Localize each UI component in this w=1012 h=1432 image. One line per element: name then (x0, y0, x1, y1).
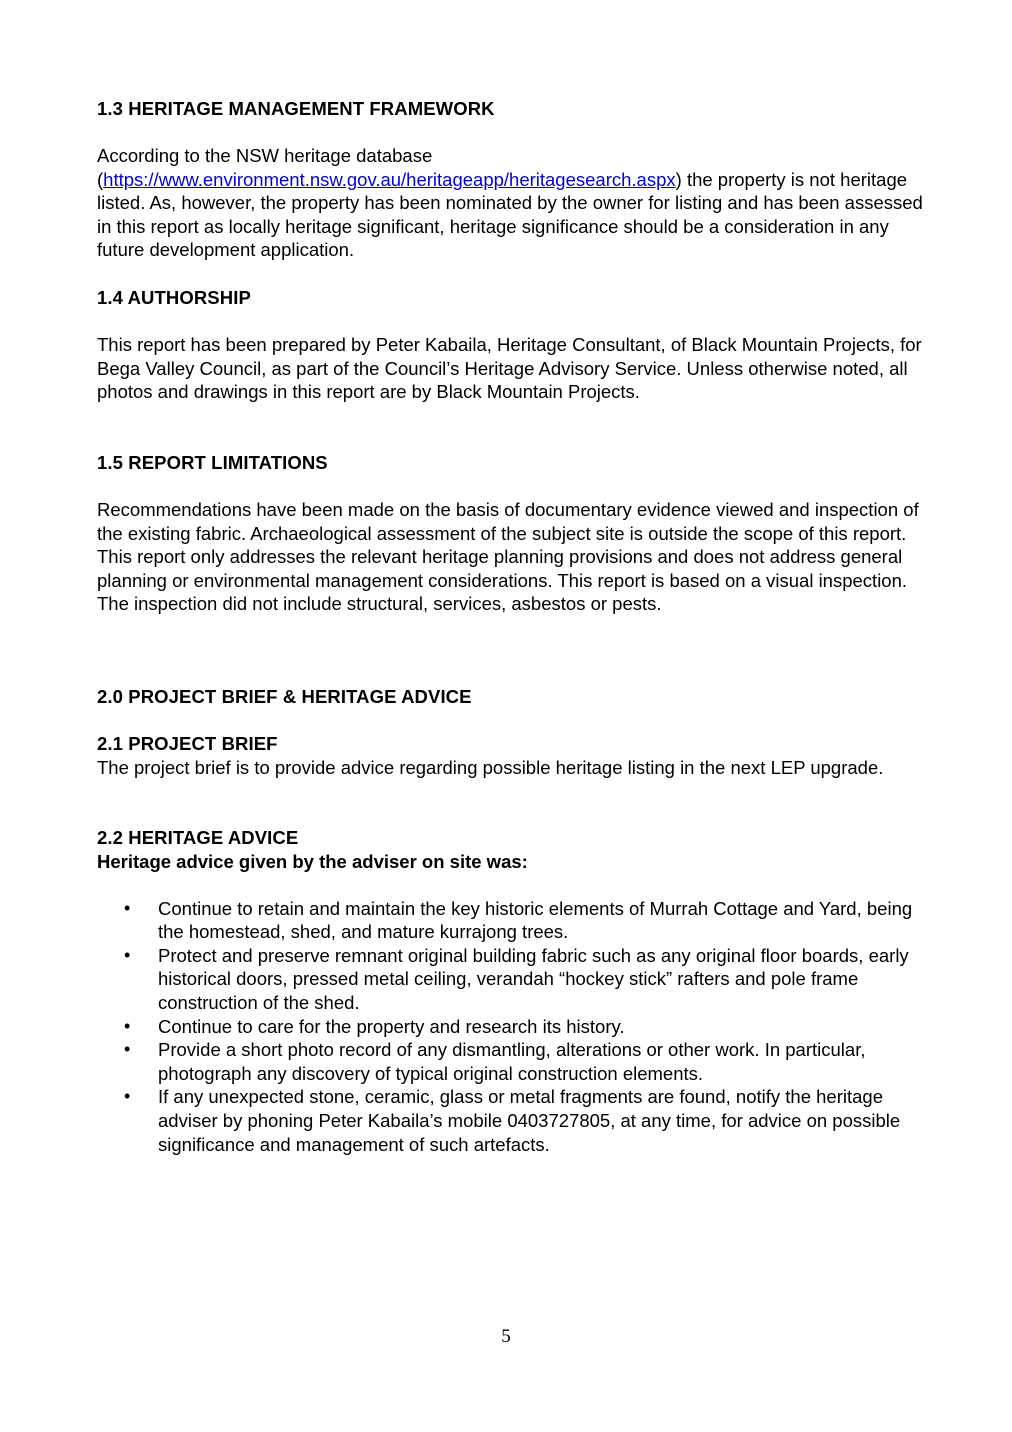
section-heading: 2.0 PROJECT BRIEF & HERITAGE ADVICE (97, 686, 472, 707)
bullet-icon: • (124, 1039, 131, 1060)
section-1-4 (97, 286, 927, 404)
heritage-database-link[interactable]: https://www.environment.nsw.gov.au/heritageapp/heritagesearch.aspx (103, 168, 676, 190)
paragraph: This report has been prepared by Peter Kabaila, Heritage Consultant, of Black Mountain Projects, for Bega Valley Council, as part of the Council’s Heritage Advisory Service. Unless otherwise noted, all photos and drawings in this report are by Black Mountain Projects. (97, 334, 922, 403)
list-item-text: Provide a short photo record of any dismantling, alterations or other work. In particular, photograph any discovery of typical original construction elements. (158, 1039, 866, 1084)
list-item-text: Continue to retain and maintain the key historic elements of Murrah Cottage and Yard, being the homestead, shed, and mature kurrajong trees. (158, 897, 913, 943)
paragraph (97, 144, 927, 262)
list-item (97, 1038, 927, 1085)
list-item (97, 897, 927, 944)
paragraph: The project brief is to provide advice regarding possible heritage listing in the next LEP upgrade. (97, 757, 884, 778)
section-1-3 (97, 97, 927, 262)
section-2-1 (97, 732, 927, 780)
list-item (97, 944, 927, 1015)
bullet-icon: • (124, 897, 131, 918)
page-number: 5 (501, 1326, 511, 1347)
bullet-icon: • (124, 1015, 131, 1036)
paragraph: Recommendations have been made on the basis of documentary evidence viewed and inspection of the existing fabric. Archaeological assessment of the subject site is outside the scope of this report. This report only addresses the relevant heritage planning provisions and does not address general planning or environmental management considerations. This report is based on a visual inspection. The inspection did not include structural, services, asbestos or pests. (97, 499, 919, 615)
section-1-5 (97, 451, 927, 616)
advice-list (97, 897, 927, 1157)
section-heading: 2.1 PROJECT BRIEF (97, 733, 278, 754)
section-heading: 2.2 HERITAGE ADVICE (97, 827, 299, 848)
subheading: Heritage advice given by the adviser on site was: (97, 851, 528, 872)
bullet-icon: • (124, 1086, 131, 1107)
list-item-text: Protect and preserve remnant original building fabric such as any original floor boards, early historical doors, pressed metal ceiling, verandah “hockey stick” rafters and pole frame construction of the shed. (158, 944, 909, 1013)
bullet-icon: • (124, 944, 131, 965)
section-heading: 1.3 HERITAGE MANAGEMENT FRAMEWORK (97, 98, 495, 119)
section-2-0 (97, 685, 927, 709)
section-heading: 1.5 REPORT LIMITATIONS (97, 452, 328, 473)
list-item-text: Continue to care for the property and research its history. (158, 1015, 625, 1037)
paragraph-text: According to the NSW heritage database ( (97, 145, 433, 190)
list-item (97, 1015, 927, 1039)
section-2-2 (97, 826, 927, 1156)
list-item-text: If any unexpected stone, ceramic, glass or metal fragments are found, notify the heritage adviser by phoning Peter Kabaila’s mobile 0403727805, at any time, for advice on possible significance and management of such artefacts. (158, 1086, 901, 1155)
list-item (97, 1085, 927, 1156)
paragraph-text: ) the property is not heritage listed. As, however, the property has been nominated by the owner for listing and has been assessed in this report as locally heritage significant, heritage significance should be a consideration in any future development application. (97, 168, 923, 261)
section-heading: 1.4 AUTHORSHIP (97, 287, 251, 308)
